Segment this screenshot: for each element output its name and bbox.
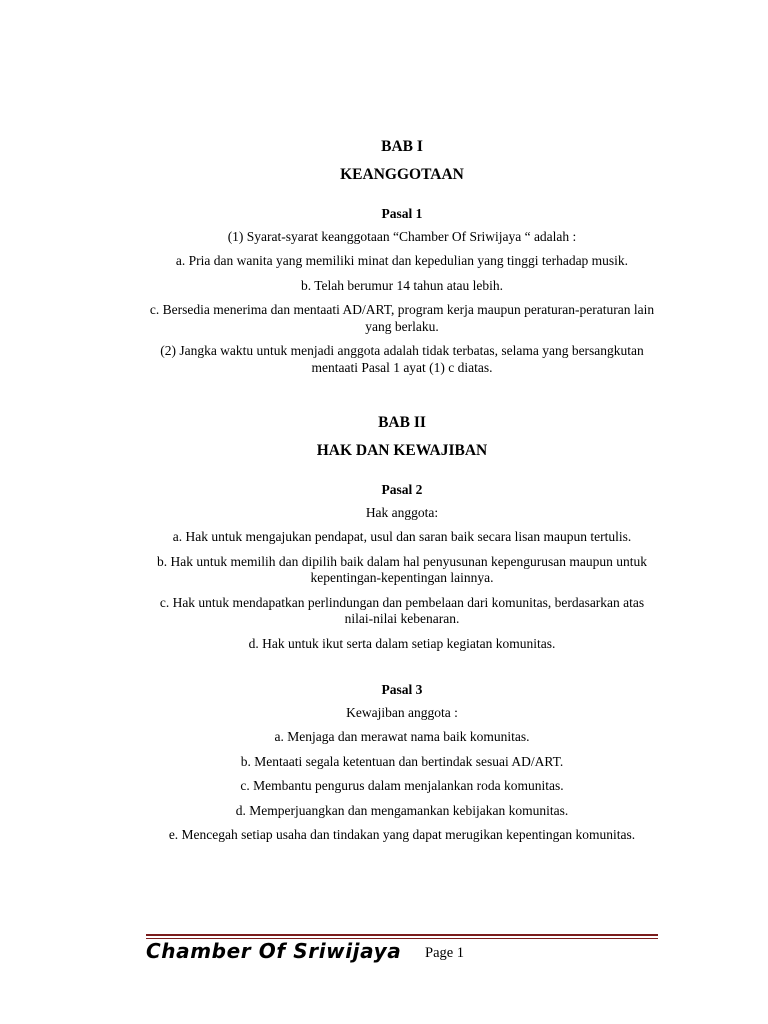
pasal2-line-1: a. Hak untuk mengajukan pendapat, usul dan saran baik secara lisan maupun tertulis. [172, 529, 632, 544]
pasal1-line-2: a. Pria dan wanita yang memiliki minat dan kepedulian yang tinggi terhadap musik. [175, 253, 629, 268]
pasal2-line-4: d. Hak untuk ikut serta dalam setiap kegiatan komunitas. [248, 635, 556, 651]
pasal1-line-5: (2) Jangka waktu untuk menjadi anggota adalah tidak terbatas, selama yang bersangkutan mentaati Pasal 1 ayat (1) c diatas. [160, 343, 644, 375]
pasal3-label: Pasal 3 [381, 682, 423, 697]
bab1-title: KEANGGOTAAN [340, 166, 464, 183]
footer-rule [146, 934, 658, 936]
pasal3-line-1: a. Menjaga dan merawat nama baik komunitas. [274, 729, 530, 744]
pasal1-line-4: c. Bersedia menerima dan mentaati AD/ART, program kerja maupun peraturan-peraturan lain yang berlaku. [149, 302, 655, 334]
pasal3-line-3: c. Membantu pengurus dalam menjalankan roda komunitas. [240, 778, 564, 793]
bab2-title: HAK DAN KEWAJIBAN [316, 442, 488, 459]
footer-organization: Chamber Of Sriwijaya [146, 939, 402, 963]
bab1-heading: BAB I [381, 138, 423, 155]
pasal3-line-2: b. Mentaati segala ketentuan dan bertindak sesuai AD/ART. [240, 753, 564, 769]
pasal1-line-1: (1) Syarat-syarat keanggotaan “Chamber Of Sriwijaya “ adalah : [227, 228, 577, 244]
bab2-heading: BAB II [378, 414, 426, 431]
pasal2-line-3: c. Hak untuk mendapatkan perlindungan dan pembelaan dari komunitas, berdasarkan atas nilai-nilai kebenaran. [159, 594, 645, 626]
pasal1-label: Pasal 1 [381, 206, 423, 221]
pasal2-line-2: b. Hak untuk memilih dan dipilih baik dalam hal penyusunan kepengurusan maupun untuk kepentingan-kepentingan lainnya. [156, 553, 648, 585]
pasal3-intro: Kewajiban anggota : [346, 704, 458, 720]
document-body [146, 0, 658, 844]
pasal2-intro: Hak anggota: [365, 504, 439, 520]
pasal1-line-3: b. Telah berumur 14 tahun atau lebih. [301, 277, 503, 293]
pasal3-line-5: e. Mencegah setiap usaha dan tindakan yang dapat merugikan kepentingan komunitas. [168, 827, 636, 842]
pasal2-label: Pasal 2 [381, 482, 423, 497]
page-number: Page 1 [425, 945, 465, 961]
pasal3-line-4: d. Memperjuangkan dan mengamankan kebijakan komunitas. [235, 802, 569, 818]
